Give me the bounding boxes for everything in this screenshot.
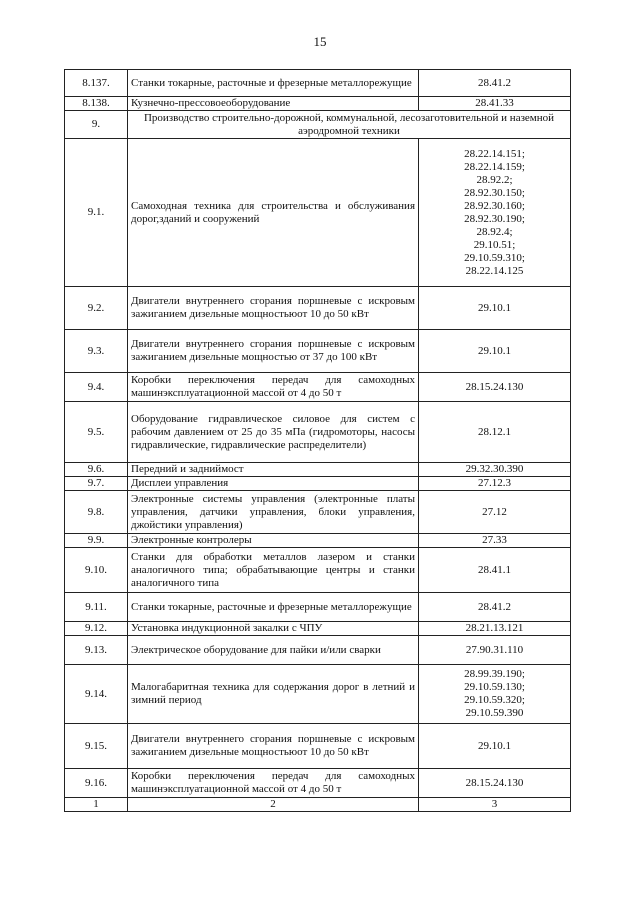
- okpd-codes: [419, 724, 571, 769]
- product-name: Двигатели внутреннего сгорания поршневые с искровым зажиганием дизельные мощностью от 37 до 100 кВт: [128, 330, 419, 373]
- table-row: [65, 139, 571, 287]
- okpd-code: 28.41.2: [478, 600, 511, 613]
- okpd-code: 28.92.4;: [476, 225, 513, 238]
- okpd-codes: [419, 287, 571, 330]
- row-number: 9.5.: [65, 402, 128, 463]
- okpd-code: 28.92.30.160;: [464, 199, 525, 212]
- table-row: [65, 798, 571, 812]
- okpd-codes: [419, 330, 571, 373]
- okpd-code: 29.10.51;: [473, 238, 516, 251]
- table-row: [65, 287, 571, 330]
- row-number: 9.11.: [65, 593, 128, 622]
- table-row: [65, 622, 571, 636]
- product-name: Двигатели внутреннего сгорания поршневые с искровым зажиганием дизельные мощностьюот 10 до 50 кВт: [128, 287, 419, 330]
- okpd-codes: [419, 70, 571, 97]
- row-number: 9.3.: [65, 330, 128, 373]
- product-name: 2: [128, 798, 419, 812]
- okpd-code: 28.21.13.121: [465, 622, 524, 634]
- row-number: 8.137.: [65, 70, 128, 97]
- section-row: [65, 111, 571, 139]
- okpd-codes: [419, 97, 571, 111]
- table-row: [65, 593, 571, 622]
- row-number: 9.4.: [65, 373, 128, 402]
- okpd-codes: [419, 477, 571, 491]
- okpd-code: 27.90.31.110: [465, 643, 524, 656]
- okpd-codes: [419, 139, 571, 287]
- okpd-code: 29.10.1: [478, 739, 511, 752]
- table-row: [65, 534, 571, 548]
- product-name: Кузнечно-прессовоеоборудование: [128, 97, 419, 111]
- okpd-code: 28.41.1: [478, 563, 511, 576]
- okpd-codes: [419, 636, 571, 665]
- okpd-code: 27.12: [482, 505, 507, 518]
- okpd-codes: [419, 491, 571, 534]
- row-number: 9.: [65, 111, 128, 139]
- row-number: 9.13.: [65, 636, 128, 665]
- okpd-code: 28.22.14.125: [465, 264, 524, 277]
- okpd-code: 29.10.59.130;: [464, 681, 525, 693]
- table-row: [65, 70, 571, 97]
- row-number: 9.8.: [65, 491, 128, 534]
- table-row: [65, 402, 571, 463]
- page-number: 15: [313, 34, 327, 49]
- okpd-code: 28.22.14.159;: [464, 160, 525, 173]
- okpd-code: 28.99.39.190;: [464, 668, 525, 680]
- okpd-code: 29.32.30.390: [465, 463, 524, 475]
- section-title: Производство строительно-дорожной, коммунальной, лесозаготовительной и наземной аэродромной техники: [128, 111, 571, 139]
- product-name: Дисплеи управления: [128, 477, 419, 491]
- okpd-code: 28.22.14.151;: [464, 147, 525, 160]
- products-table: [64, 69, 571, 812]
- table-row: [65, 477, 571, 491]
- table-row: [65, 97, 571, 111]
- table-row: [65, 548, 571, 593]
- product-name: Самоходная техника для строительства и обслуживания дорог,зданий и сооружений: [128, 139, 419, 287]
- okpd-codes: [419, 463, 571, 477]
- row-number: 9.10.: [65, 548, 128, 593]
- okpd-codes: [419, 665, 571, 724]
- row-number: 9.7.: [65, 477, 128, 491]
- okpd-code: 3: [491, 798, 498, 810]
- okpd-code: 28.92.30.190;: [464, 212, 525, 225]
- okpd-codes: [419, 769, 571, 798]
- row-number: 9.1.: [65, 139, 128, 287]
- okpd-code: 28.92.30.150;: [464, 186, 525, 199]
- okpd-codes: [419, 798, 571, 812]
- table-row: [65, 373, 571, 402]
- okpd-code: 28.41.33: [475, 97, 514, 109]
- product-name: Двигатели внутреннего сгорания поршневые с искровым зажиганием дизельные мощностьюот 10 до 50 кВт: [128, 724, 419, 769]
- table-body: [65, 70, 571, 812]
- product-name: Установка индукционной закалки с ЧПУ: [128, 622, 419, 636]
- okpd-codes: [419, 373, 571, 402]
- okpd-code: 27.33: [482, 534, 507, 546]
- row-number: 9.14.: [65, 665, 128, 724]
- row-number: 8.138.: [65, 97, 128, 111]
- table-row: [65, 724, 571, 769]
- product-name: Станки токарные, расточные и фрезерные металлорежущие: [128, 593, 419, 622]
- okpd-codes: [419, 593, 571, 622]
- row-number: 9.2.: [65, 287, 128, 330]
- row-number: 9.15.: [65, 724, 128, 769]
- product-name: Малогабаритная техника для содержания дорог в летний и зимний период: [128, 665, 419, 724]
- table-row: [65, 491, 571, 534]
- okpd-codes: [419, 548, 571, 593]
- okpd-code: 29.10.59.320;: [464, 694, 525, 706]
- table-row: [65, 769, 571, 798]
- product-name: Электрическое оборудование для пайки и/или сварки: [128, 636, 419, 665]
- row-number: 9.6.: [65, 463, 128, 477]
- product-name: Электронные системы управления (электронные платы управления, датчики управления, блоки управления, джойстики управления): [128, 491, 419, 534]
- product-name: Электронные контролеры: [128, 534, 419, 548]
- product-name: Передний и задниймост: [128, 463, 419, 477]
- row-number: 1: [65, 798, 128, 812]
- okpd-code: 28.41.2: [478, 76, 511, 89]
- okpd-code: 28.15.24.130: [465, 776, 524, 789]
- okpd-code: 29.10.1: [478, 301, 511, 314]
- table-row: [65, 330, 571, 373]
- row-number: 9.16.: [65, 769, 128, 798]
- okpd-code: 28.92.2;: [476, 173, 513, 186]
- row-number: 9.12.: [65, 622, 128, 636]
- table-row: [65, 463, 571, 477]
- okpd-codes: [419, 622, 571, 636]
- row-number: 9.9.: [65, 534, 128, 548]
- okpd-codes: [419, 534, 571, 548]
- product-name: Коробки переключения передач для самоходных машинэксплуатационной массой от 4 до 50 т: [128, 373, 419, 402]
- okpd-code: 29.10.59.390: [465, 707, 524, 719]
- okpd-code: 27.12.3: [478, 477, 511, 489]
- product-name: Станки токарные, расточные и фрезерные металлорежущие: [128, 70, 419, 97]
- okpd-code: 29.10.59.310;: [464, 251, 525, 264]
- table-row: [65, 636, 571, 665]
- product-name: Оборудование гидравлическое силовое для систем с рабочим давлением от 25 до 35 мПа (гидромоторы, насосы гидравлические, гидравлические распределители): [128, 402, 419, 463]
- okpd-code: 28.15.24.130: [465, 380, 524, 393]
- okpd-code: 29.10.1: [478, 344, 511, 357]
- table-row: [65, 665, 571, 724]
- product-name: Коробки переключения передач для самоходных машинэксплуатационной массой от 4 до 50 т: [128, 769, 419, 798]
- okpd-codes: [419, 402, 571, 463]
- product-name: Станки для обработки металлов лазером и станки аналогичного типа; обрабатывающие центры и станки аналогичного типа: [128, 548, 419, 593]
- okpd-code: 28.12.1: [478, 425, 511, 438]
